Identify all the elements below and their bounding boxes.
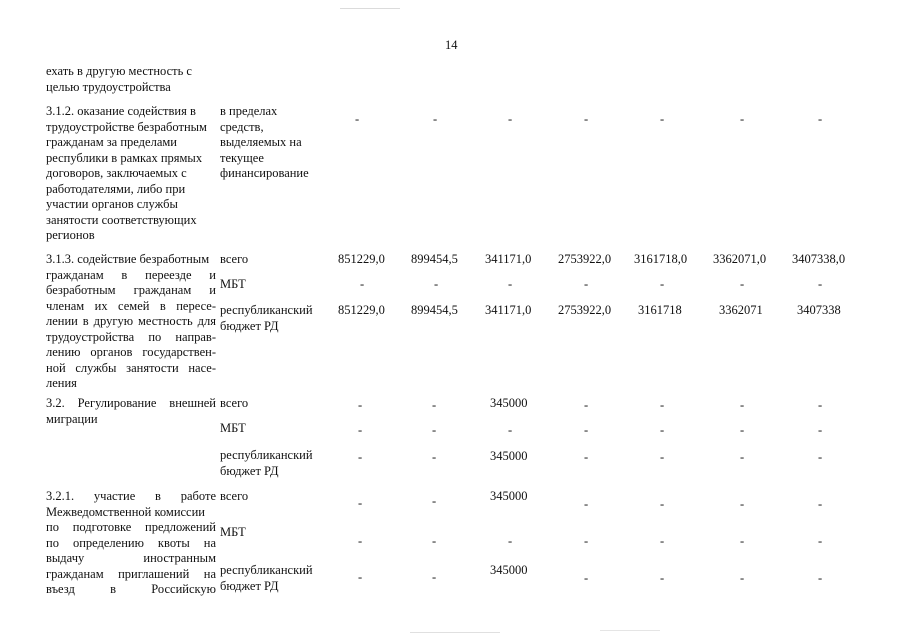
value-cell: - <box>432 534 437 548</box>
value-cell: 899454,5 <box>411 303 458 317</box>
value-cell: - <box>740 571 745 585</box>
source-line: финансирование <box>220 166 309 180</box>
source-line: в пределах <box>220 104 278 118</box>
desc-line: лении в другую местность для <box>46 314 216 328</box>
value-cell: 851229,0 <box>338 252 385 266</box>
value-cell: - <box>740 497 745 511</box>
value-cell: - <box>508 112 513 126</box>
value-cell: 345000 <box>490 563 528 577</box>
value-cell: - <box>355 112 360 126</box>
value-cell: - <box>584 112 589 126</box>
value-cell: 345000 <box>490 449 528 463</box>
value-cell: - <box>508 534 513 548</box>
source-line: всего <box>220 489 249 503</box>
value-cell: 851229,0 <box>338 303 385 317</box>
value-cell: - <box>660 277 665 291</box>
value-cell: - <box>740 112 745 126</box>
source-line: республиканский <box>220 303 313 317</box>
value-cell: 3407338 <box>797 303 841 317</box>
source-line: МБТ <box>220 525 246 539</box>
value-cell: - <box>660 450 665 464</box>
value-cell: - <box>584 450 589 464</box>
source-line: республиканский <box>220 563 313 577</box>
value-cell: - <box>432 494 437 508</box>
row-3-2-1-description <box>46 489 216 598</box>
source-line: выделяемых на <box>220 135 302 149</box>
desc-line: 3.2.1. участие в работе <box>46 489 216 503</box>
value-cell: 3362071 <box>719 303 763 317</box>
row-3-2-description <box>46 396 216 427</box>
scan-noise <box>600 630 660 631</box>
value-cell: - <box>584 398 589 412</box>
value-cell: - <box>740 534 745 548</box>
desc-line: миграции <box>46 411 98 426</box>
desc-line: ехать в другую местность с <box>46 64 192 78</box>
source-line: республиканский <box>220 448 313 462</box>
source-line: бюджет РД <box>220 318 279 333</box>
desc-line: 3.1.3. содействие безработным <box>46 252 210 266</box>
desc-line: работодателями, либо при <box>46 181 186 196</box>
desc-line: членам их семей в пересе- <box>46 298 216 313</box>
value-cell: - <box>660 497 665 511</box>
desc-line: лению органов государствен- <box>46 345 216 359</box>
value-cell: - <box>432 570 437 584</box>
value-cell: - <box>818 423 823 437</box>
desc-line: по подготовке предложений <box>46 520 216 534</box>
source-line: бюджет РД <box>220 578 279 593</box>
row-3-1-3-source-republic <box>220 303 313 334</box>
value-cell: - <box>358 398 363 412</box>
value-cell: - <box>818 571 823 585</box>
scan-noise <box>340 8 400 9</box>
value-cell: - <box>660 398 665 412</box>
scan-noise <box>410 632 500 633</box>
row-3-2-1-source-republic <box>220 563 313 594</box>
value-cell: - <box>818 497 823 511</box>
desc-line: трудоустройстве безработным <box>46 119 207 134</box>
row-3-2-1-source-total <box>220 489 248 505</box>
desc-line: республики в рамках прямых <box>46 150 203 165</box>
desc-line: трудоустройства по направ- <box>46 329 216 344</box>
value-cell: - <box>433 112 438 126</box>
value-cell: - <box>740 450 745 464</box>
row-3-1-2-description <box>46 104 216 244</box>
value-cell: 341171,0 <box>485 303 532 317</box>
row-3-1-3-source-total <box>220 252 248 268</box>
desc-line: 3.2. Регулирование внешней <box>46 396 216 410</box>
value-cell: 3407338,0 <box>792 252 846 266</box>
value-cell: - <box>584 423 589 437</box>
value-cell: - <box>818 277 823 291</box>
desc-line: гражданам приглашений на <box>46 566 216 581</box>
row-3-2-source-total <box>220 396 248 412</box>
value-cell: 2753922,0 <box>558 252 612 266</box>
desc-line: регионов <box>46 228 95 242</box>
value-cell: - <box>432 450 437 464</box>
value-cell: 3362071,0 <box>713 252 767 266</box>
value-cell: - <box>740 398 745 412</box>
value-cell: 345000 <box>490 489 528 503</box>
source-line: МБТ <box>220 277 246 291</box>
row-0-description <box>46 64 216 95</box>
desc-line: Межведомственной комиссии <box>46 504 205 519</box>
source-line: средств, <box>220 119 264 134</box>
value-cell: - <box>358 423 363 437</box>
desc-line: гражданам в переезде и <box>46 267 216 282</box>
value-cell: - <box>584 277 589 291</box>
source-line: текущее <box>220 150 264 165</box>
desc-line: 3.1.2. оказание содействия в <box>46 104 196 118</box>
value-cell: 2753922,0 <box>558 303 612 317</box>
value-cell: - <box>584 571 589 585</box>
source-line: МБТ <box>220 421 246 435</box>
value-cell: - <box>432 423 437 437</box>
value-cell: - <box>358 496 363 510</box>
value-cell: 3161718 <box>638 303 682 317</box>
desc-line: выдачу иностранным <box>46 551 216 565</box>
desc-line: по определению квоты на <box>46 535 216 550</box>
desc-line: гражданам за пределами <box>46 135 177 149</box>
source-line: всего <box>220 252 249 266</box>
row-3-2-source-republic <box>220 448 313 479</box>
row-3-2-1-source-mbt <box>220 525 246 541</box>
row-3-1-2-source <box>220 104 309 182</box>
source-line: бюджет РД <box>220 463 279 478</box>
value-cell: - <box>818 534 823 548</box>
value-cell: - <box>358 534 363 548</box>
value-cell: - <box>358 570 363 584</box>
desc-line: безработным гражданам и <box>46 283 216 297</box>
row-3-1-3-source-mbt <box>220 277 246 293</box>
value-cell: - <box>358 450 363 464</box>
desc-line: ления <box>46 376 77 390</box>
value-cell: - <box>660 423 665 437</box>
value-cell: - <box>660 112 665 126</box>
row-3-1-3-description <box>46 252 216 392</box>
value-cell: - <box>508 277 513 291</box>
value-cell: - <box>508 423 513 437</box>
value-cell: 899454,5 <box>411 252 458 266</box>
source-line: всего <box>220 396 249 410</box>
value-cell: - <box>432 398 437 412</box>
value-cell: - <box>818 112 823 126</box>
value-cell: - <box>660 534 665 548</box>
desc-line: въезд в Российскую <box>46 582 216 596</box>
page-number: 14 <box>445 38 458 52</box>
value-cell: - <box>740 277 745 291</box>
value-cell: - <box>660 571 665 585</box>
desc-line: ной службы занятости насе- <box>46 360 216 375</box>
row-3-2-source-mbt <box>220 421 246 437</box>
value-cell: - <box>584 534 589 548</box>
value-cell: - <box>360 277 365 291</box>
value-cell: - <box>584 497 589 511</box>
value-cell: - <box>740 423 745 437</box>
value-cell: 345000 <box>490 396 528 410</box>
value-cell: - <box>818 450 823 464</box>
desc-line: участии органов службы <box>46 197 178 211</box>
value-cell: - <box>818 398 823 412</box>
value-cell: - <box>434 277 439 291</box>
desc-line: целью трудоустройства <box>46 79 171 94</box>
value-cell: 3161718,0 <box>634 252 688 266</box>
desc-line: договоров, заключаемых с <box>46 166 187 180</box>
desc-line: занятости соответствующих <box>46 212 197 227</box>
value-cell: 341171,0 <box>485 252 532 266</box>
